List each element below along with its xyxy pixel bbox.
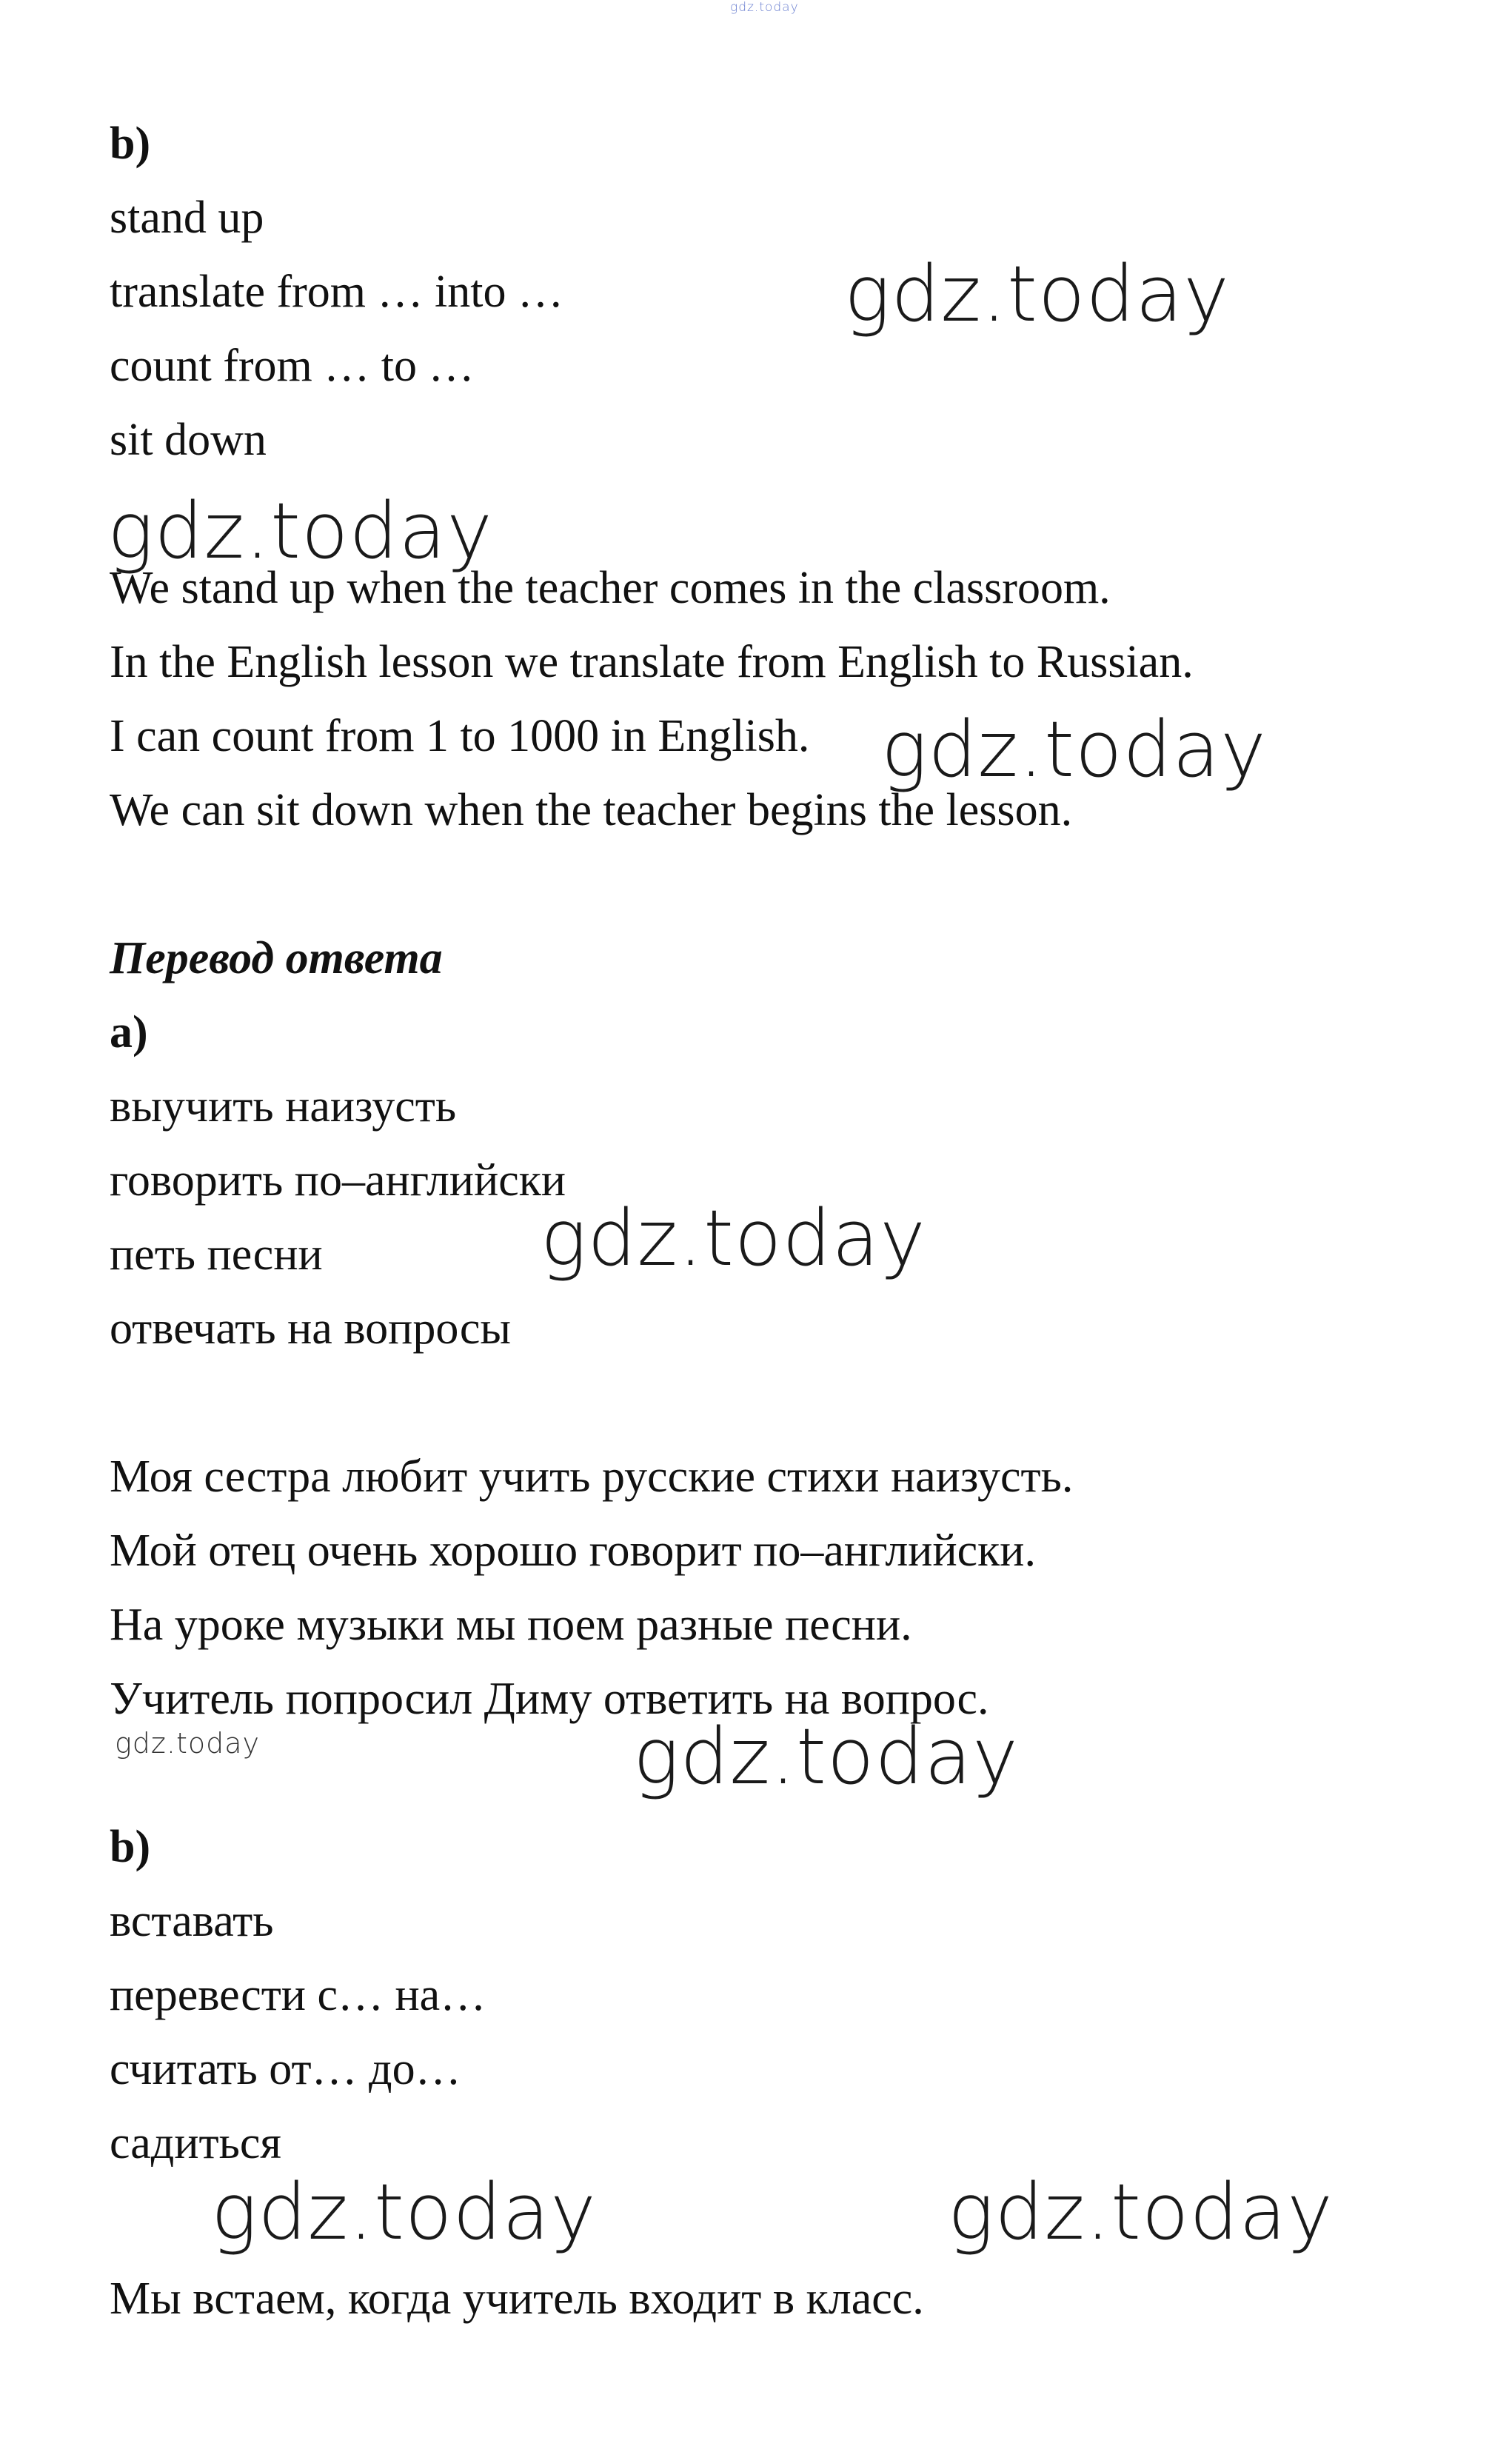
watermark: gdz.today (107, 486, 493, 576)
sentence: Моя сестра любит учить русские стихи наизусть. (110, 1451, 1074, 1502)
watermark: gdz.today (211, 2167, 597, 2257)
sentence: Мы встаем, когда учитель входит в класс. (110, 2273, 924, 2324)
watermark: gdz.today (844, 249, 1230, 339)
sentence: We can sit down when the teacher begins the lesson. (110, 785, 1073, 835)
watermark-small: gdz.today (115, 1727, 260, 1760)
phrase: говорить по–английски (110, 1155, 566, 1206)
watermark: gdz.today (541, 1193, 926, 1283)
phrase: перевести с… на… (110, 1970, 486, 2020)
section-label-a: a) (110, 1007, 148, 1058)
phrase: count from … to … (110, 341, 475, 391)
section-label-b: b) (110, 118, 151, 169)
watermark: gdz.today (881, 704, 1267, 795)
phrase: stand up (110, 193, 264, 243)
section-label-b: b) (110, 1822, 151, 1872)
sentence: Мой отец очень хорошо говорит по–английски. (110, 1526, 1036, 1576)
sentence: На уроке музыки мы поем разные песни. (110, 1600, 912, 1650)
phrase: sit down (110, 415, 267, 465)
phrase: садиться (110, 2118, 281, 2168)
watermark-top: gdz.today (730, 0, 799, 15)
phrase: отвечать на вопросы (110, 1303, 512, 1354)
sentence: In the English lesson we translate from English to Russian. (110, 637, 1194, 687)
sentence: We stand up when the teacher comes in the classroom. (110, 563, 1111, 613)
translation-heading: Перевод ответа (110, 933, 443, 983)
phrase: выучить наизусть (110, 1081, 457, 1132)
watermark: gdz.today (948, 2167, 1334, 2257)
phrase: считать от… до… (110, 2044, 461, 2094)
watermark: gdz.today (633, 1711, 1019, 1802)
phrase: translate from … into … (110, 267, 563, 317)
phrase: вставать (110, 1896, 274, 1946)
phrase: петь песни (110, 1229, 323, 1280)
sentence: Учитель попросил Диму ответить на вопрос. (110, 1674, 989, 1724)
sentence: I can count from 1 to 1000 in English. (110, 711, 810, 761)
